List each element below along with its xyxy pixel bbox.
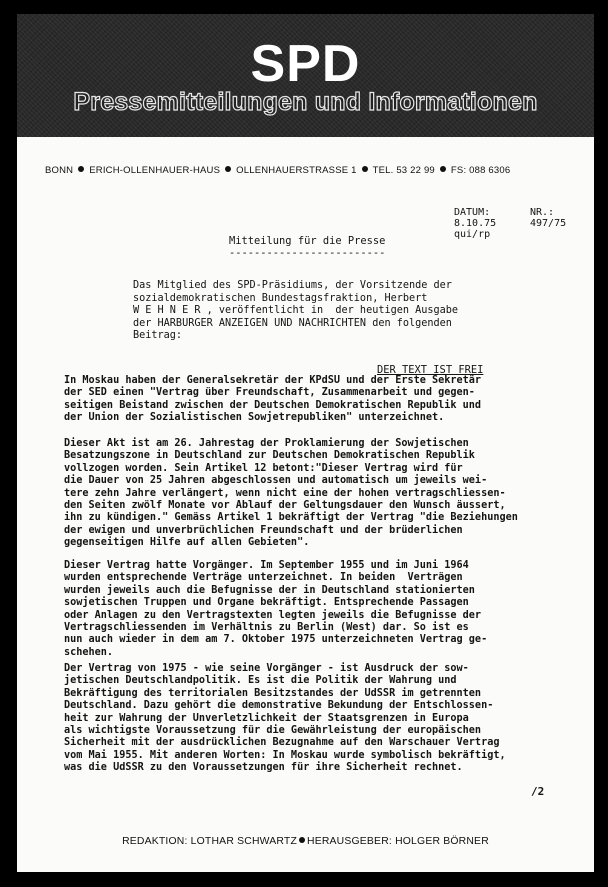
body-paragraph: Dieser Vertrag hatte Vorgänger. Im September 1955 und im Juni 1964 wurden entsprechende Verträge unterzeichnet. In beiden Verträgen wurden jeweils auch die Befugnisse der in Deutschland stationierten sowjetischen Truppen und Organe bekräftigt. Entsprechende Passagen oder Anlagen zu den Vertragstexten legten jeweils die Befugnisse der Vertragschliessenden im Verhältnis zu Berlin (West) dar. So ist es nun auch wieder in dem am 7. Oktober 1975 unterzeichneten Vertrag ge- schehen. <box>64 560 488 658</box>
bullet-icon <box>78 166 84 172</box>
date-block <box>454 207 496 240</box>
bullet-icon <box>362 166 368 172</box>
bullet-icon <box>299 837 305 843</box>
number-block <box>530 207 566 229</box>
page-continuation-marker: /2 <box>531 785 545 798</box>
document-heading: Mitteilung für die Presse <box>229 235 386 247</box>
address-city: BONN <box>45 165 74 176</box>
masthead-subtitle: Pressemitteilungen und Informationen <box>73 88 538 116</box>
intro-paragraph: Das Mitglied des SPD-Präsidiums, der Vorsitzende der sozialdemokratischen Bundestagsfraktion, Herbert W E H N E R , veröffentlicht in der heutigen Ausgabe der HARBURGER ANZEIGEN UND NACHRICHTEN den folgenden Beitrag: <box>133 280 459 341</box>
footer-publisher: HERAUSGEBER: HOLGER BÖRNER <box>307 836 489 847</box>
press-release-page <box>17 14 594 872</box>
footer-credits <box>17 836 594 847</box>
bullet-icon <box>225 166 231 172</box>
address-fs: FS: 088 6306 <box>450 165 511 176</box>
reference-code: qui/rp <box>454 229 491 240</box>
address-line <box>45 165 585 176</box>
address-tel: TEL. 53 22 99 <box>372 165 435 176</box>
address-building: ERICH-OLLENHAUER-HAUS <box>89 165 221 176</box>
bullet-icon <box>440 166 446 172</box>
release-note: DER TEXT IST FREI <box>377 364 484 376</box>
spd-logo: SPD <box>250 35 361 93</box>
number-label: NR.: <box>530 207 555 218</box>
masthead <box>17 14 594 137</box>
number-value: 497/75 <box>530 218 567 229</box>
date-label: DATUM: <box>454 207 491 218</box>
footer-editor: REDAKTION: LOTHAR SCHWARTZ <box>122 836 298 847</box>
body-paragraph: In Moskau haben der Generalsekretär der KPdSU und der Erste Sekretär der SED einen "Vertrag über Freundschaft, Zusammenarbeit und gegen- seitigen Beistand zwischen der Deutschen Demokratischen Republik und der Union der Sozialistischen Sowjetrepubliken" unterzeichnet. <box>64 375 482 424</box>
address-street: OLLENHAUERSTRASSE 1 <box>236 165 357 176</box>
body-paragraph: Der Vertrag von 1975 - wie seine Vorgänger - ist Ausdruck der sow- jetischen Deutschlandpolitik. Es ist die Politik der Wahrung und Bekräftigung des territorialen Besitzstandes der UdSSR im getrennten Deutschland. Dazu gehört die demonstrative Bekundung der Entschlossen- heit zur Wahrung der Unverletzlichkeit der Staatsgrenzen in Europa als wichtigste Voraussetzung für die Gewährleistung der europäischen Sicherheit mit der ausdrücklichen Bezugnahme auf den Warschauer Vertrag vom Mai 1955. Mit anderen Worten: In Moskau wurde symbolisch bekräftigt, was die UdSSR zu den Voraussetzungen für ihre Sicherheit rechnet. <box>64 663 506 774</box>
date-value: 8.10.75 <box>454 218 497 229</box>
heading-underline: ------------------------- <box>229 247 386 259</box>
body-paragraph: Dieser Akt ist am 26. Jahrestag der Proklamierung der Sowjetischen Besatzungszone in Deutschland zur Deutschen Demokratischen Republik vollzogen worden. Sein Artikel 12 betont:"Dieser Vertrag wird für die Dauer von 25 Jahren abgeschlossen und automatisch um jeweils wei- tere zehn Jahre verlängert, wenn nicht eine der hohen vertragschliessen- den Seiten zwölf Monate vor Ablauf der Geltungsdauer den Wunsch äussert, ihn zu kündigen." Gemäss Artikel 1 bekräftigt der Vertrag "die Beziehungen der ewigen und unverbrüchlichen Freundschaft und der brüderlichen gegenseitigen Hilfe auf allen Gebieten". <box>64 438 518 549</box>
